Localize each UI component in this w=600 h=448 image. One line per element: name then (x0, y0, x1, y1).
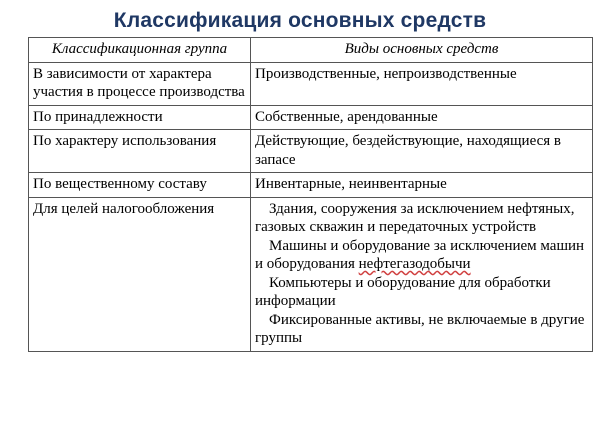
tax-group-item (255, 237, 588, 274)
row-group-cell: В зависимости от характера участия в процессе производства (29, 62, 251, 105)
header-fixed-asset-types: Виды основных средств (251, 38, 593, 63)
table-row (29, 173, 593, 198)
tax-group-item: Фиксированные активы, не включаемые в другие группы (255, 311, 585, 346)
row-group-cell: Для целей налогообложения (29, 197, 251, 351)
row-types-cell: Действующие, бездействующие, находящиеся в запасе (251, 130, 593, 173)
page-title: Классификация основных средств (113, 9, 487, 32)
table-row (29, 62, 593, 105)
row-group-cell: По вещественному составу (29, 173, 251, 198)
tax-group-item-text: Машины и оборудование за исключением машин и оборудования (255, 237, 585, 272)
row-types-cell: Производственные, непроизводственные (251, 62, 593, 105)
row-types-cell: Инвентарные, неинвентарные (251, 173, 593, 198)
spellcheck-underlined-word: нефтегазодобычи (358, 256, 471, 272)
table-row (29, 130, 593, 173)
table-header-row (29, 38, 593, 63)
row-group-cell: По характеру использования (29, 130, 251, 173)
header-classification-group: Классификационная группа (29, 38, 251, 63)
classification-table (28, 37, 593, 352)
table-row (29, 197, 593, 351)
table-row (29, 105, 593, 130)
row-types-cell (251, 197, 593, 351)
row-types-cell: Собственные, арендованные (251, 105, 593, 130)
tax-group-item: Компьютеры и оборудование для обработки информации (255, 274, 551, 309)
tax-group-item: Здания, сооружения за исключением нефтяных, газовых скважин и передаточных устройств (255, 200, 575, 235)
row-group-cell: По принадлежности (29, 105, 251, 130)
